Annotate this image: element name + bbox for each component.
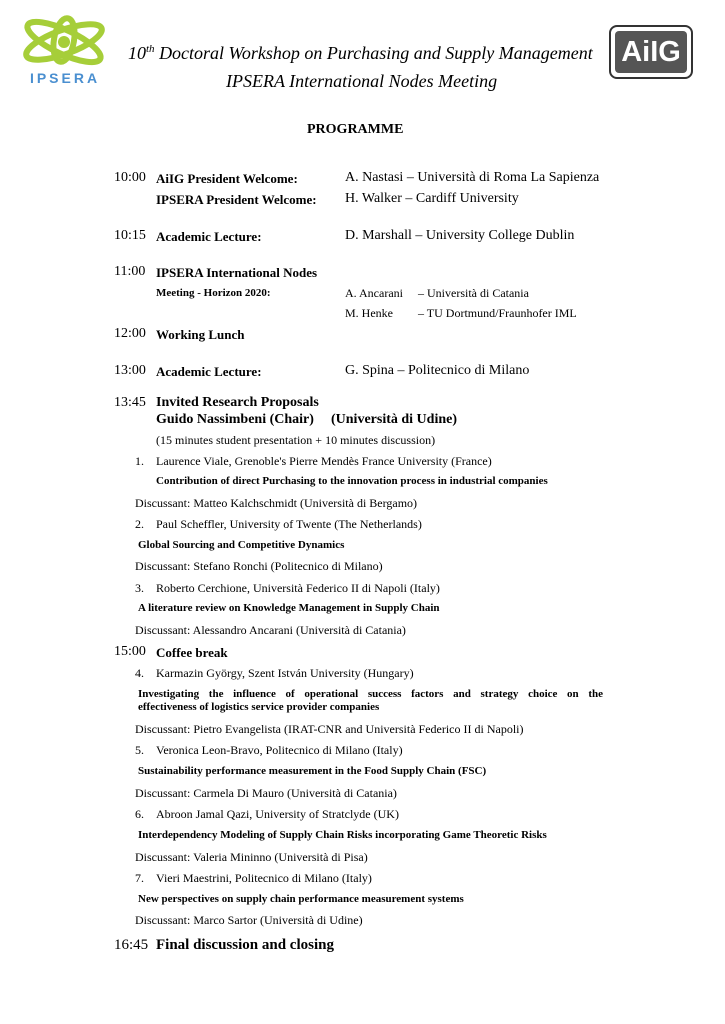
programme-title: PROGRAMME xyxy=(307,122,404,137)
time-1500: 15:00 xyxy=(114,644,146,659)
time-1015: 10:15 xyxy=(114,228,146,243)
presentation-number: 7. xyxy=(135,871,144,885)
coffee-label: Coffee break xyxy=(156,645,228,660)
ipsera-logo xyxy=(18,14,110,90)
presentation-title: A literature review on Knowledge Management in Supply Chain xyxy=(138,602,440,614)
presentation-discussant: Discussant: Pietro Evangelista (IRAT-CNR and Università Federico II di Napoli) xyxy=(135,722,524,736)
time-1000: 10:00 xyxy=(114,170,146,185)
aiig-welcome-speaker: A. Nastasi – Università di Roma La Sapienza xyxy=(345,170,600,185)
header-line-2: IPSERA International Nodes Meeting xyxy=(226,71,498,91)
ipsera-logo-text: IPSERA xyxy=(29,70,101,86)
lecture1-speaker: D. Marshall – University College Dublin xyxy=(345,228,575,243)
time-1100: 11:00 xyxy=(114,264,146,279)
nodes-label-line2: Meeting - Horizon 2020: xyxy=(156,287,271,299)
nodes-speaker2-name: M. Henke xyxy=(345,306,393,320)
header-ordinal: 10 xyxy=(128,43,146,63)
header-line-1-rest: Doctoral Workshop on Purchasing and Supply Management xyxy=(154,43,593,63)
aiig-logo xyxy=(609,25,693,79)
presentation-discussant: Discussant: Valeria Mininno (Università di Pisa) xyxy=(135,850,368,864)
lunch-label: Working Lunch xyxy=(156,327,245,342)
presentation-discussant: Discussant: Carmela Di Mauro (Università di Catania) xyxy=(135,786,397,800)
presentation-title-line1: Investigating the influence of operational success factors and strategy choice on the xyxy=(138,688,603,700)
presentation-number: 2. xyxy=(135,517,144,531)
nodes-speaker1-name: A. Ancarani xyxy=(345,286,403,300)
ipsera-flower-icon xyxy=(18,14,110,70)
aiig-logo-text: AiIG xyxy=(615,31,687,73)
presentation-presenter: Karmazin György, Szent István University (Hungary) xyxy=(156,666,414,680)
aiig-welcome-label: AiIG President Welcome: xyxy=(156,171,298,186)
presentation-title: New perspectives on supply chain performance measurement systems xyxy=(138,893,464,905)
lecture2-speaker: G. Spina – Politecnico di Milano xyxy=(345,363,530,378)
nodes-label-line1: IPSERA International Nodes xyxy=(156,265,318,280)
time-1645: 16:45 xyxy=(114,937,149,953)
ipsera-welcome-label: IPSERA President Welcome: xyxy=(156,192,317,207)
presentation-number: 6. xyxy=(135,807,144,821)
presentation-discussant: Discussant: Alessandro Ancarani (Università di Catania) xyxy=(135,623,406,637)
presentation-number: 1. xyxy=(135,454,144,468)
presentation-discussant: Discussant: Marco Sartor (Università di Udine) xyxy=(135,913,363,927)
presentation-number: 4. xyxy=(135,666,144,680)
presentation-title: Interdependency Modeling of Supply Chain Risks incorporating Game Theoretic Risks xyxy=(138,829,547,841)
presentation-title: Global Sourcing and Competitive Dynamics xyxy=(138,539,345,551)
presentation-presenter: Paul Scheffler, University of Twente (The Netherlands) xyxy=(156,517,422,531)
ipsera-welcome-speaker: H. Walker – Cardiff University xyxy=(345,191,519,206)
presentation-presenter: Laurence Viale, Grenoble's Pierre Mendès France University (France) xyxy=(156,454,492,468)
lecture2-label: Academic Lecture: xyxy=(156,364,262,379)
presentation-discussant: Discussant: Matteo Kalchschmidt (Università di Bergamo) xyxy=(135,496,418,510)
time-1345: 13:45 xyxy=(114,395,146,410)
chair-affil: (Università di Udine) xyxy=(331,412,457,427)
presentation-title-line2: effectiveness of logistics service provider companies xyxy=(138,701,380,713)
presentation-title: Sustainability performance measurement in the Food Supply Chain (FSC) xyxy=(138,765,487,777)
nodes-speaker2-affil: – TU Dortmund/Fraunhofer IML xyxy=(418,306,577,320)
format-note: (15 minutes student presentation + 10 minutes discussion) xyxy=(156,433,436,447)
presentation-presenter: Veronica Leon-Bravo, Politecnico di Milano (Italy) xyxy=(156,743,403,757)
chair-name: Guido Nassimbeni (Chair) xyxy=(156,412,314,427)
presentation-presenter: Vieri Maestrini, Politecnico di Milano (Italy) xyxy=(156,871,372,885)
proposals-title: Invited Research Proposals xyxy=(156,395,319,410)
closing-label: Final discussion and closing xyxy=(156,937,334,953)
presentation-number: 3. xyxy=(135,581,144,595)
time-1300: 13:00 xyxy=(114,363,146,378)
nodes-speaker1-affil: – Università di Catania xyxy=(418,286,529,300)
presentation-discussant: Discussant: Stefano Ronchi (Politecnico di Milano) xyxy=(135,559,383,573)
presentation-number: 5. xyxy=(135,743,144,757)
lecture1-label: Academic Lecture: xyxy=(156,229,262,244)
header-ordinal-suffix: th xyxy=(146,43,155,55)
presentation-title: Contribution of direct Purchasing to the innovation process in industrial companies xyxy=(156,475,548,487)
presentation-presenter: Roberto Cerchione, Università Federico II di Napoli (Italy) xyxy=(156,581,440,595)
presentation-presenter: Abroon Jamal Qazi, University of Stratclyde (UK) xyxy=(156,807,399,821)
header-line-1 xyxy=(128,43,593,64)
time-1200: 12:00 xyxy=(114,326,146,341)
